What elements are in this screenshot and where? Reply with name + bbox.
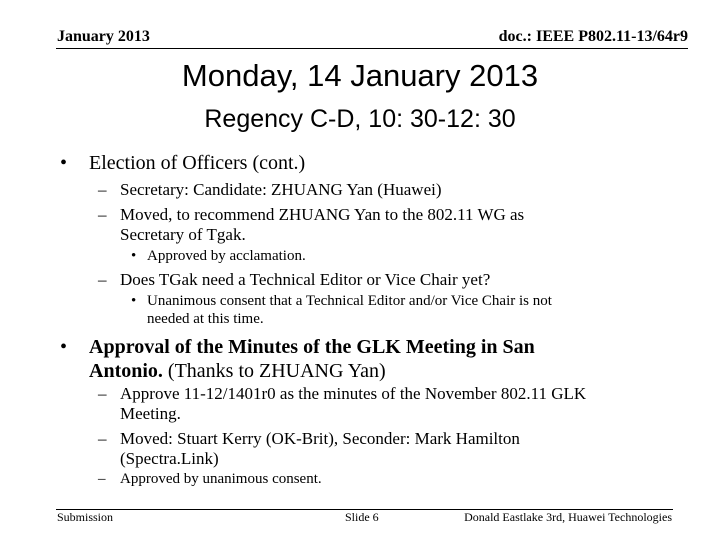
subbullet-secretary-candidate: Secretary: Candidate: ZHUANG Yan (Huawei) (120, 180, 442, 199)
subbullet-moved-recommend: Moved, to recommend ZHUANG Yan to the 802.11 WG as (120, 205, 525, 224)
footer-submission: Submission (57, 510, 114, 524)
subsubbullet-unanimous-consent: Unanimous consent that a Technical Editor and/or Vice Chair is not (147, 293, 552, 309)
dash-marker: – (98, 270, 107, 289)
subbullet-moved-recommend-cont: Secretary of Tgak. (120, 225, 246, 244)
dash-marker: – (98, 429, 107, 448)
footer-author: Donald Eastlake 3rd, Huawei Technologies (464, 510, 672, 524)
bullet-approval-minutes-cont (89, 360, 386, 383)
bullet-marker-small: • (131, 248, 137, 264)
subbullet-approve-minutes-cont: Meeting. (120, 404, 181, 423)
subsubbullet-approved-acclamation: Approved by acclamation. (147, 248, 306, 264)
subbullet-moved-seconder: Moved: Stuart Kerry (OK-Brit), Seconder: Mark Hamilton (120, 429, 520, 448)
dash-marker: – (98, 180, 107, 199)
subsubbullet-unanimous-consent-cont: needed at this time. (147, 311, 264, 327)
page-title: Monday, 14 January 2013 (181, 58, 539, 93)
subbullet-approved-unanimous: Approved by unanimous consent. (120, 471, 322, 487)
dash-marker: – (98, 384, 107, 403)
bullet-approval-minutes: Approval of the Minutes of the GLK Meeting in San (89, 336, 535, 358)
header-doc-id: doc.: IEEE P802.11-13/64r9 (498, 28, 688, 45)
subbullet-technical-editor: Does TGak need a Technical Editor or Vice Chair yet? (120, 270, 491, 289)
subbullet-approve-minutes: Approve 11-12/1401r0 as the minutes of the November 802.11 GLK (120, 384, 587, 403)
bullet-marker: • (60, 152, 68, 174)
bullet-election-of-officers: Election of Officers (cont.) (89, 152, 306, 174)
bullet-marker: • (60, 336, 68, 358)
approval-minutes-bold: Antonio. (89, 360, 163, 382)
dash-marker: – (98, 471, 106, 487)
dash-marker: – (98, 205, 107, 224)
footer-slide-number: Slide 6 (345, 510, 379, 524)
page-subtitle: Regency C-D, 10: 30-12: 30 (204, 105, 516, 133)
approval-minutes-thanks: (Thanks to ZHUANG Yan) (167, 360, 386, 382)
header-rule (56, 48, 688, 49)
header-date: January 2013 (57, 28, 150, 45)
bullet-marker-small: • (131, 293, 137, 309)
subbullet-moved-seconder-cont: (Spectra.Link) (120, 449, 219, 468)
